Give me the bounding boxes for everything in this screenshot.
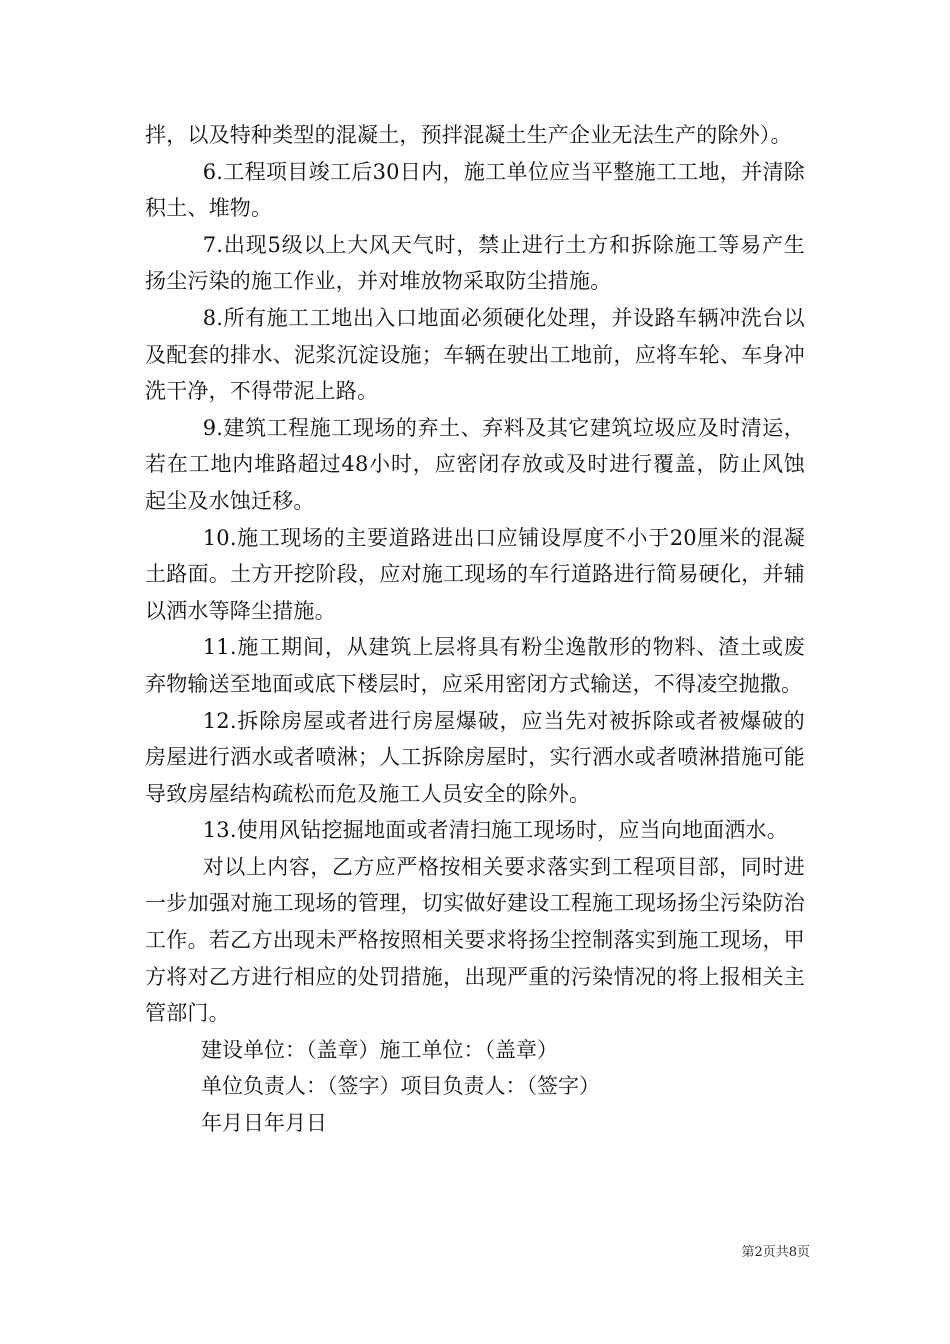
signature-line-date: 年月日年月日	[201, 1111, 327, 1136]
paragraph-summary: 对以上内容，乙方应严格按相关要求落实到工程项目部，同时进一步加强对施工现场的管理，切实做好建设工程施工现场扬尘污染防治工作。若乙方出现未严格按照相关要求将扬尘控制落实到施工现场，甲方将对乙方进行相应的处罚措施，出现严重的污染情况的将上报相关主管部门。	[145, 854, 805, 1026]
signature-line-responsible: 单位负责人：（签字）项目负责人：（签字）	[201, 1074, 600, 1099]
paragraph-item-10: 10.施工现场的主要道路进出口应铺设厚度不小于20厘米的混凝土路面。土方开挖阶段，应对施工现场的车行道路进行简易硬化，并辅以洒水等降尘措施。	[145, 525, 805, 623]
paragraph-item-7: 7.出现5级以上大风天气时，禁止进行土方和拆除施工等易产生扬尘污染的施工作业，并对堆放物采取防尘措施。	[145, 232, 805, 294]
page-number: 第2页共8页	[741, 1245, 810, 1260]
paragraph-item-11: 11.施工期间，从建筑上层将具有粉尘逸散形的物料、渣土或废弃物输送至地面或底下楼层时，应采用密闭方式输送，不得凌空抛撒。	[145, 635, 805, 696]
document-body	[145, 117, 805, 1142]
signature-line-units: 建设单位：（盖章）施工单位：（盖章）	[201, 1037, 558, 1062]
paragraph-item-6: 6.工程项目竣工后30日内，施工单位应当平整施工工地，并清除积土、堆物。	[145, 159, 805, 221]
paragraph-item-13: 13.使用风钻挖掘地面或者清扫施工现场时，应当向地面洒水。	[202, 818, 788, 843]
paragraph-item-8: 8.所有施工工地出入口地面必须硬化处理，并设路车辆冲洗台以及配套的排水、泥浆沉淀设施；车辆在驶出工地前，应将车轮、车身冲洗干净，不得带泥上路。	[145, 305, 805, 404]
paragraph-continuation: 拌，以及特种类型的混凝土，预拌混凝土生产企业无法生产的除外）。	[145, 123, 792, 147]
paragraph-item-12: 12.拆除房屋或者进行房屋爆破，应当先对被拆除或者被爆破的房屋进行洒水或者喷淋；人工拆除房屋时，实行洒水或者喷淋措施可能导致房屋结构疏松而危及施工人员安全的除外。	[145, 708, 805, 806]
paragraph-item-9: 9.建筑工程施工现场的弃土、弃料及其它建筑垃圾应及时清运，若在工地内堆路超过48小时，应密闭存放或及时进行覆盖，防止风蚀起尘及水蚀迁移。	[145, 415, 805, 513]
